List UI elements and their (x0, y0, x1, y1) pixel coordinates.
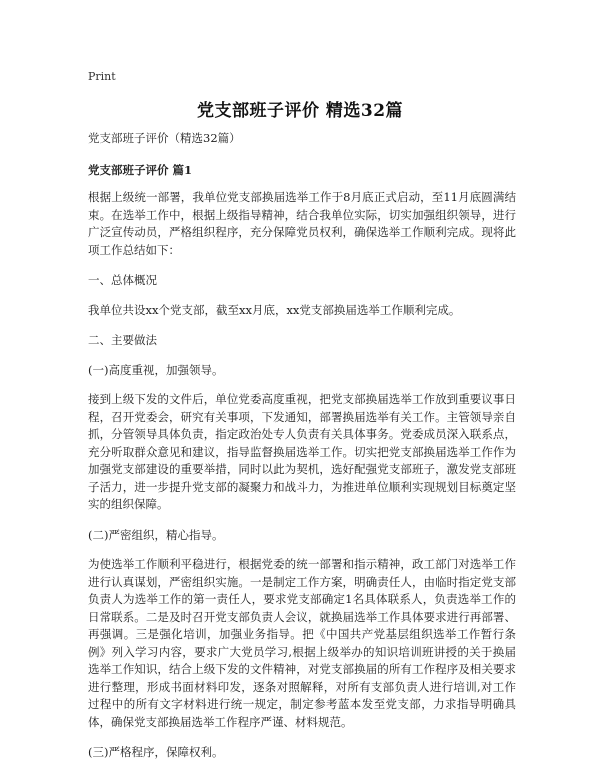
print-label: Print (88, 70, 116, 83)
heading-overview: 一、总体概况 (88, 273, 157, 287)
document-body (88, 130, 516, 774)
subheading-leadership: (一)高度重视，加强领导。 (88, 362, 224, 377)
section-title: 党支部班子评价 篇1 (88, 162, 193, 177)
document-title: 党支部班子评价 精选32篇 (196, 101, 404, 121)
heading-methods: 二、主要做法 (88, 333, 157, 347)
subheading-procedure: (三)严格程序，保障权利。 (88, 745, 224, 759)
paragraph-organization: 为使选举工作顺利平稳进行，根据党委的统一部署和指示精神，政工部门对选举工作进行认真谋划，严密组织实施。一是制定工作方案，明确责任人，由临时指定党支部负责人为选举工作的第一责任人，要求党支部确定1名具体联系人，负责选举工作的日常联系。二是及时召开党支部负责人会议，就换届选举工作具体要求进行再部署、再强调。三是强化培训，加强业务指导。把《中国共产党基层组织选举工作暂行条例》列入学习内容，要求广大党员学习,根据上级举办的知识培训班讲授的关于换届选举工作知识，结合上级下发的文件精神，对党支部换届的所有工作程序及相关要求进行整理，形成书面材料印发，逐条对照解释，对所有支部负责人进行培训,对工作过程中的所有文字材料进行统一规定，制定参考蓝本发至党支部，力求指导明确具体，确保党支部换届选举工作程序严谨、材料规范。 (88, 557, 516, 729)
subheading-organization: (二)严密组织，精心指导。 (88, 527, 224, 542)
paragraph-intro: 根据上级统一部署，我单位党支部换届选举工作于8月底正式启动，至11月底圆满结束。在选举工作中，根据上级指导精神，结合我单位实际，切实加强组织领导，进行广泛宣传动员，严格组织程序，充分保障党员权利，确保选举工作顺利完成。现将此项工作总结如下： (88, 190, 516, 257)
paragraph-overview: 我单位共设xx个党支部，截至xx月底，xx党支部换届选举工作顺利完成。 (88, 302, 461, 317)
paragraph-leadership: 接到上级下发的文件后，单位党委高度重视，把党支部换届选举工作放到重要议事日程，召开党委会，研究有关事项，下发通知，部署换届选举有关工作。主管领导亲自抓，分管领导具体负责，指定政治处专人负责有关具体事务。党委成员深入联系点，充分听取群众意见和建议，指导监督换届选举工作。切实把党支部换届选举工作作为加强党支部建设的重要举措，同时以此为契机，选好配强党支部班子，激发党支部班子活力，进一步提升党支部的凝聚力和战斗力，为推进单位顺利实现规划目标奠定坚实的组织保障。 (88, 392, 516, 511)
document-subtitle: 党支部班子评价（精选32篇） (88, 131, 241, 145)
